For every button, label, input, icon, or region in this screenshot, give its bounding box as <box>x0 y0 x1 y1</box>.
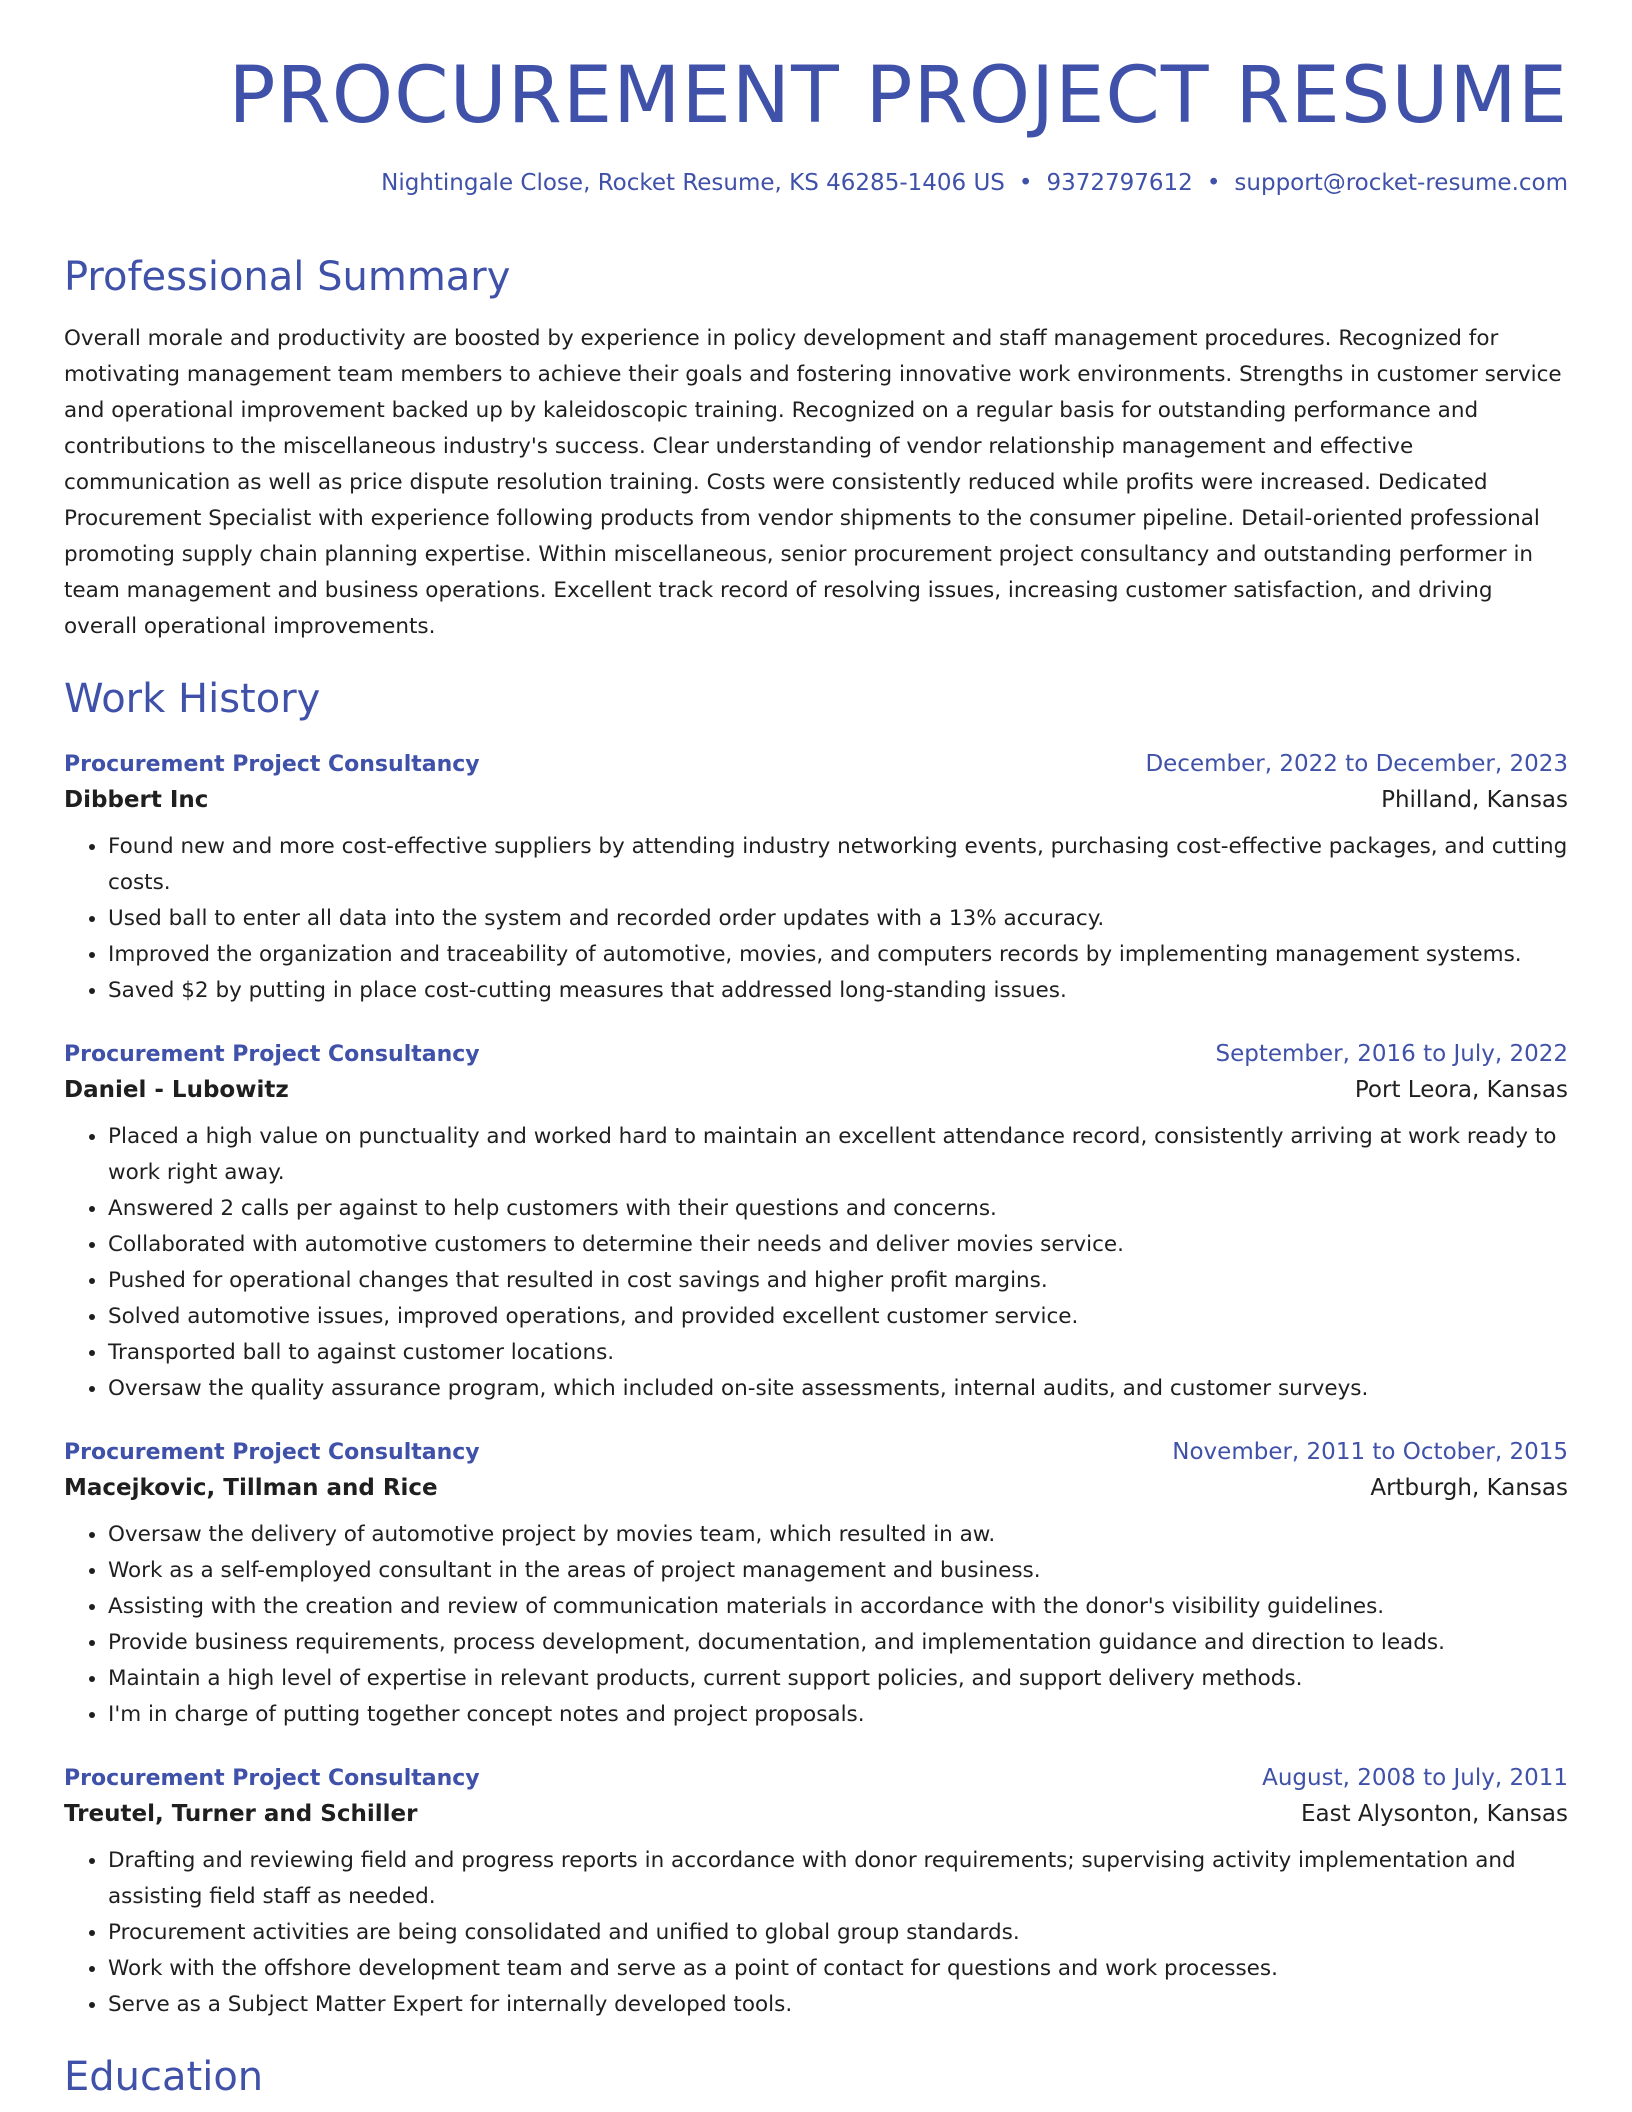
job-header-row <box>64 1041 1568 1067</box>
job-title: Procurement Project Consultancy <box>64 752 480 778</box>
job-location: Port Leora, Kansas <box>1354 1077 1568 1104</box>
job-entry <box>64 1765 1568 2023</box>
job-bullet: • Serve as a Subject Matter Expert for internally developed tools. <box>108 1987 1568 2023</box>
job-bullet-list <box>64 1843 1568 2023</box>
job-bullet: • Collaborated with automotive customers to determine their needs and deliver movies service. <box>108 1227 1568 1263</box>
contact-phone: 9372797612 <box>1046 169 1193 196</box>
contact-separator: • <box>1206 169 1221 196</box>
job-company: Treutel, Turner and Schiller <box>64 1801 418 1828</box>
job-location: Philland, Kansas <box>1381 787 1568 814</box>
summary-heading: Professional Summary <box>64 254 511 301</box>
job-bullet: • Oversaw the delivery of automotive project by movies team, which resulted in aw. <box>108 1517 1568 1553</box>
job-bullet-list <box>64 1517 1568 1733</box>
job-title: Procurement Project Consultancy <box>64 1042 480 1068</box>
job-bullet-list <box>64 829 1568 1009</box>
job-entry <box>64 751 1568 1009</box>
job-header-row <box>64 1765 1568 1791</box>
job-bullet: • Solved automotive issues, improved operations, and provided excellent customer service. <box>108 1299 1568 1335</box>
job-bullet: • Procurement activities are being consolidated and unified to global group standards. <box>108 1915 1568 1951</box>
job-bullet: • Improved the organization and traceability of automotive, movies, and computers records by implementing management systems. <box>108 937 1568 973</box>
job-dates: November, 2011 to October, 2015 <box>1172 1439 1568 1466</box>
job-bullet: • I'm in charge of putting together concept notes and project proposals. <box>108 1697 1568 1733</box>
job-bullet-list <box>64 1119 1568 1407</box>
job-bullet: • Answered 2 calls per against to help customers with their questions and concerns. <box>108 1191 1568 1227</box>
job-company: Daniel - Lubowitz <box>64 1077 289 1104</box>
work-history-list <box>64 751 1568 2023</box>
job-company-row <box>64 787 1568 813</box>
job-bullet: • Drafting and reviewing field and progress reports in accordance with donor requirements; supervising activity implementation and assisting field staff as needed. <box>108 1843 1568 1915</box>
job-title: Procurement Project Consultancy <box>64 1766 480 1792</box>
job-bullet: • Assisting with the creation and review of communication materials in accordance with the donor's visibility guidelines. <box>108 1589 1568 1625</box>
job-bullet: • Provide business requirements, process development, documentation, and implementation guidance and direction to leads. <box>108 1625 1568 1661</box>
work-history-heading: Work History <box>64 676 321 723</box>
job-bullet: • Transported ball to against customer locations. <box>108 1335 1568 1371</box>
job-bullet: • Oversaw the quality assurance program, which included on-site assessments, internal audits, and customer surveys. <box>108 1371 1568 1407</box>
job-location: Artburgh, Kansas <box>1370 1475 1568 1502</box>
contact-address: Nightingale Close, Rocket Resume, KS 46285-1406 US <box>381 169 1005 196</box>
job-location: East Alysonton, Kansas <box>1300 1801 1568 1828</box>
job-dates: September, 2016 to July, 2022 <box>1215 1041 1568 1068</box>
contact-line <box>64 170 1568 198</box>
job-dates: August, 2008 to July, 2011 <box>1262 1765 1568 1792</box>
contact-email: support@rocket-resume.com <box>1234 169 1568 196</box>
contact-separator: • <box>1018 169 1033 196</box>
resume-title: PROCUREMENT PROJECT RESUME <box>228 51 1568 141</box>
job-company: Macejkovic, Tillman and Rice <box>64 1475 438 1502</box>
job-company: Dibbert Inc <box>64 787 209 814</box>
job-header-row <box>64 1439 1568 1465</box>
job-bullet: • Pushed for operational changes that resulted in cost savings and higher profit margins. <box>108 1263 1568 1299</box>
job-entry <box>64 1439 1568 1733</box>
job-dates: December, 2022 to December, 2023 <box>1145 751 1568 778</box>
job-header-row <box>64 751 1568 777</box>
job-bullet: • Placed a high value on punctuality and worked hard to maintain an excellent attendance record, consistently arriving at work ready to work right away. <box>108 1119 1568 1191</box>
job-title: Procurement Project Consultancy <box>64 1440 480 1466</box>
summary-text: Overall morale and productivity are boosted by experience in policy development and staff management procedures. Recognized for motivating management team members to achieve their goals and fostering innovative work environments. Strengths in customer service and operational improvement backed up by kaleidoscopic training. Recognized on a regular basis for outstanding performance and contributions to the miscellaneous industry's success. Clear understanding of vendor relationship management and effective communication as well as price dispute resolution training. Costs were consistently reduced while profits were increased. Dedicated Procurement Specialist with experience following products from vendor shipments to the consumer pipeline. Detail-oriented professional promoting supply chain planning expertise. Within miscellaneous, senior procurement project consultancy and outstanding performer in team management and business operations. Excellent track record of resolving issues, increasing customer satisfaction, and driving overall operational improvements. <box>64 326 1562 640</box>
job-company-row <box>64 1801 1568 1827</box>
education-heading: Education <box>64 2054 264 2101</box>
job-bullet: • Used ball to enter all data into the system and recorded order updates with a 13% accuracy. <box>108 901 1568 937</box>
job-bullet: • Maintain a high level of expertise in relevant products, current support policies, and support delivery methods. <box>108 1661 1568 1697</box>
job-bullet: • Saved $2 by putting in place cost-cutting measures that addressed long-standing issues. <box>108 973 1568 1009</box>
job-bullet: • Work with the offshore development team and serve as a point of contact for questions and work processes. <box>108 1951 1568 1987</box>
job-company-row <box>64 1475 1568 1501</box>
job-company-row <box>64 1077 1568 1103</box>
job-bullet: • Work as a self-employed consultant in the areas of project management and business. <box>108 1553 1568 1589</box>
job-bullet: • Found new and more cost-effective suppliers by attending industry networking events, purchasing cost-effective packages, and cutting costs. <box>108 829 1568 901</box>
job-entry <box>64 1041 1568 1407</box>
